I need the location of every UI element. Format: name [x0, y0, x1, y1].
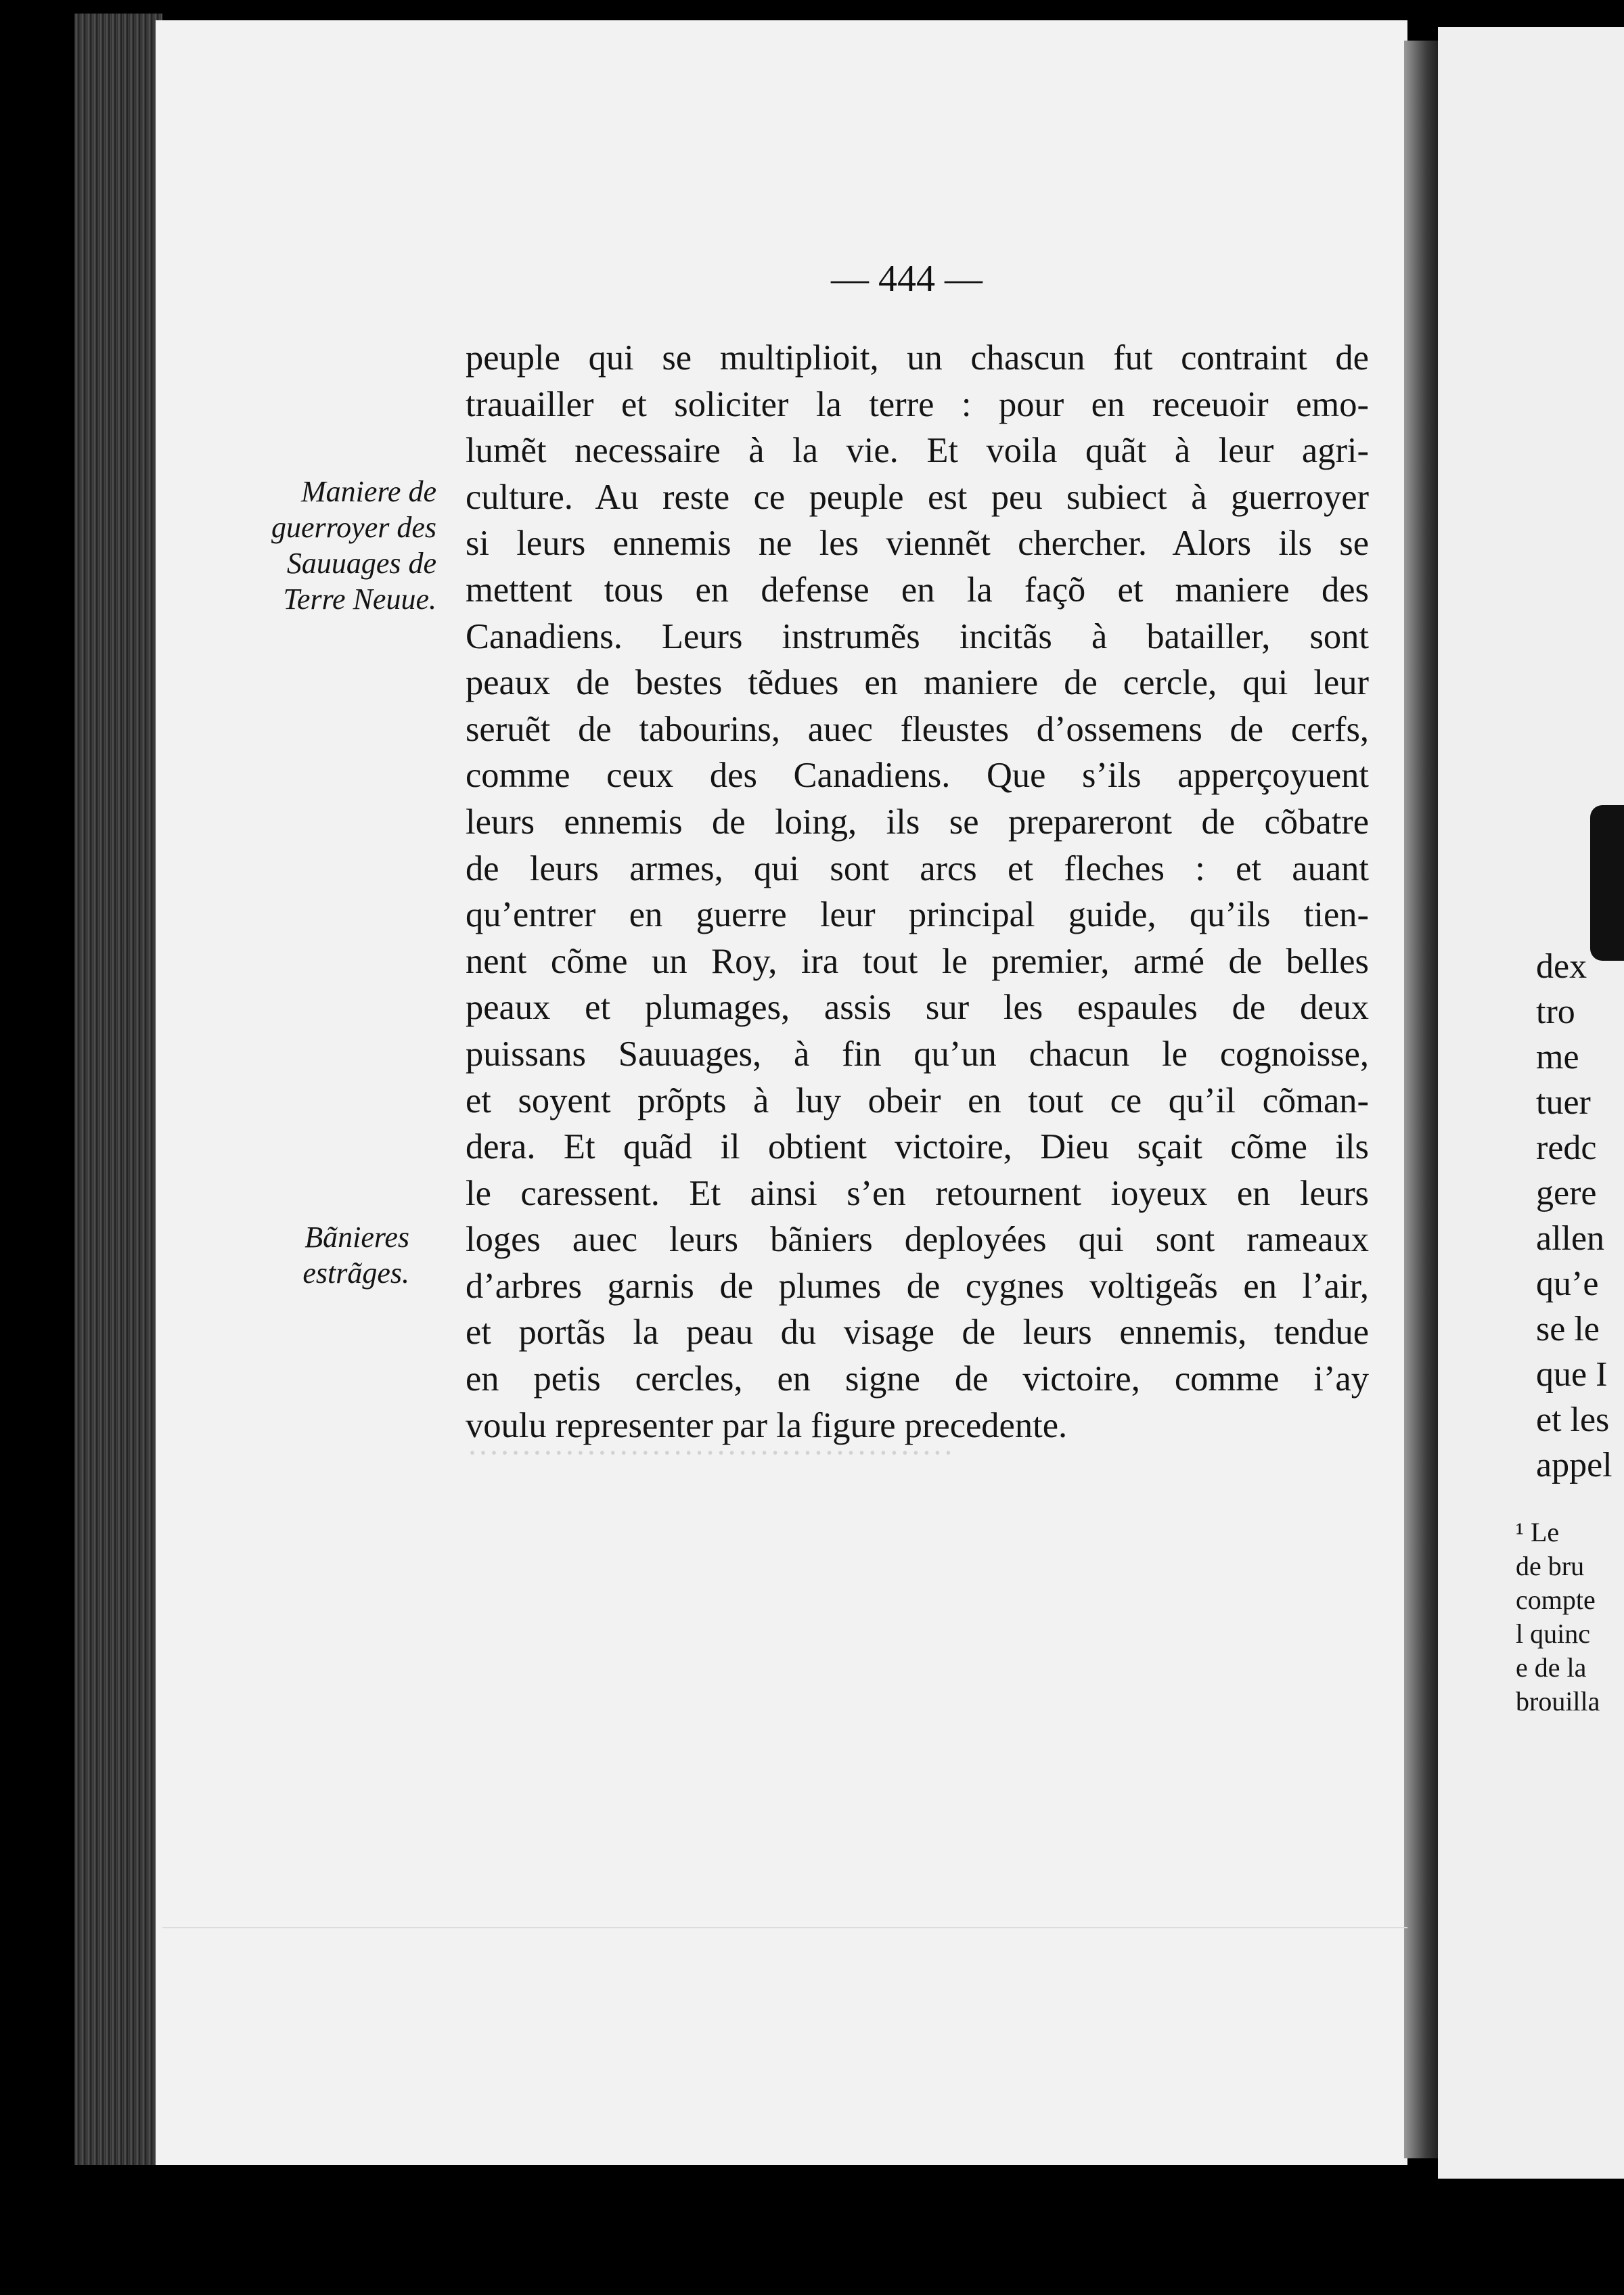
- footnote-line: compte: [1516, 1585, 1596, 1615]
- text-line: puissans Sauuages, à fin qu’un chacun le cognoisse,: [466, 1034, 1369, 1074]
- footnote-line: de bru: [1516, 1551, 1585, 1581]
- text-line: nent cõme un Roy, ira tout le premier, armé de belles: [466, 941, 1369, 981]
- text-line: dera. Et quãd il obtient victoire, Dieu sçait cõme ils: [466, 1127, 1369, 1167]
- margin-note-line: estrãges.: [302, 1256, 409, 1290]
- text-line: peaux et plumages, assis sur les espaules de deux: [466, 988, 1369, 1028]
- text-line: d’arbres garnis de plumes de cygnes voltigeãs en l’air,: [466, 1266, 1369, 1306]
- text-line: leurs ennemis de loing, ils se prepareront de cõbatre: [466, 802, 1369, 842]
- right-page-line: me: [1536, 1038, 1579, 1076]
- margin-note-line: Sauuages de: [286, 547, 436, 580]
- bleed-through-text: ·············································: [467, 1435, 954, 1471]
- text-line: loges auec leurs bãniers deployées qui sont rameaux: [466, 1220, 1369, 1260]
- right-page-line: allen: [1536, 1219, 1605, 1258]
- text-line: comme ceux des Canadiens. Que s’ils apperçoyuent: [466, 756, 1369, 796]
- text-line: de leurs armes, qui sont arcs et fleches : et auant: [466, 848, 1369, 888]
- text-line: trauailler et soliciter la terre : pour en receuoir emo-: [466, 384, 1369, 424]
- text-line: culture. Au reste ce peuple est peu subiect à guerroyer: [466, 477, 1369, 517]
- footnote-line: brouilla: [1516, 1686, 1600, 1717]
- margin-note-line: Terre Neuue.: [283, 583, 436, 616]
- text-line: si leurs ennemis ne les viennẽt chercher. Alors ils se: [466, 524, 1369, 564]
- right-page-line: et les: [1536, 1401, 1610, 1439]
- book-page-edges: [74, 14, 162, 2165]
- margin-note-warfare: [233, 474, 436, 617]
- right-page-line: que I: [1536, 1355, 1608, 1394]
- book-gutter: [1404, 41, 1441, 2158]
- right-page-line: se le: [1536, 1310, 1600, 1348]
- text-line: en petis cercles, en signe de victoire, comme i’ay: [466, 1359, 1369, 1399]
- right-page-ornament: [1590, 805, 1624, 961]
- text-line: le caressent. Et ainsi s’en retournent ioyeux en leurs: [466, 1173, 1369, 1213]
- page-number: — 444 —: [831, 258, 983, 300]
- margin-note-line: Maniere de: [301, 475, 436, 508]
- footnote-line: ¹ Le: [1516, 1517, 1560, 1547]
- right-page-line: qu’e: [1536, 1265, 1599, 1303]
- footnote-line: e de la: [1516, 1652, 1587, 1683]
- margin-note-line: Bãnieres: [304, 1221, 409, 1254]
- right-page-line: redc: [1536, 1129, 1597, 1167]
- right-page-footnote: [1516, 1516, 1600, 1719]
- text-line: lumẽt necessaire à la vie. Et voila quãt à leur agri-: [466, 431, 1369, 471]
- right-page-line: gere: [1536, 1174, 1597, 1212]
- right-page-text: [1536, 944, 1612, 1488]
- footnote-line: l quinc: [1516, 1618, 1590, 1649]
- text-line: voulu representer par la figure precedente.: [466, 1405, 1068, 1445]
- page-crease-line: [162, 1927, 1407, 1928]
- right-page-line: appel: [1536, 1446, 1612, 1484]
- text-line: seruẽt de tabourins, auec fleustes d’ossemens de cerfs,: [466, 709, 1369, 749]
- margin-note-banners: [206, 1219, 409, 1291]
- text-line: qu’entrer en guerre leur principal guide, qu’ils tien-: [466, 895, 1369, 935]
- right-page-line: tro: [1536, 993, 1575, 1031]
- text-line: Canadiens. Leurs instrumẽs incitãs à batailler, sont: [466, 616, 1369, 656]
- text-line: peaux de bestes tẽdues en maniere de cercle, qui leur: [466, 663, 1369, 703]
- text-line: et soyent prõpts à luy obeir en tout ce qu’il cõman-: [466, 1081, 1369, 1120]
- margin-note-line: guerroyer des: [271, 511, 436, 544]
- main-text-block: [466, 335, 1369, 1449]
- text-line: peuple qui se multiplioit, un chascun fut contraint de: [466, 338, 1369, 378]
- right-page-line: dex: [1536, 947, 1587, 986]
- text-line: et portãs la peau du visage de leurs ennemis, tendue: [466, 1313, 1369, 1353]
- right-page-line: tuer: [1536, 1083, 1591, 1122]
- text-line: mettent tous en defense en la façõ et maniere des: [466, 570, 1369, 610]
